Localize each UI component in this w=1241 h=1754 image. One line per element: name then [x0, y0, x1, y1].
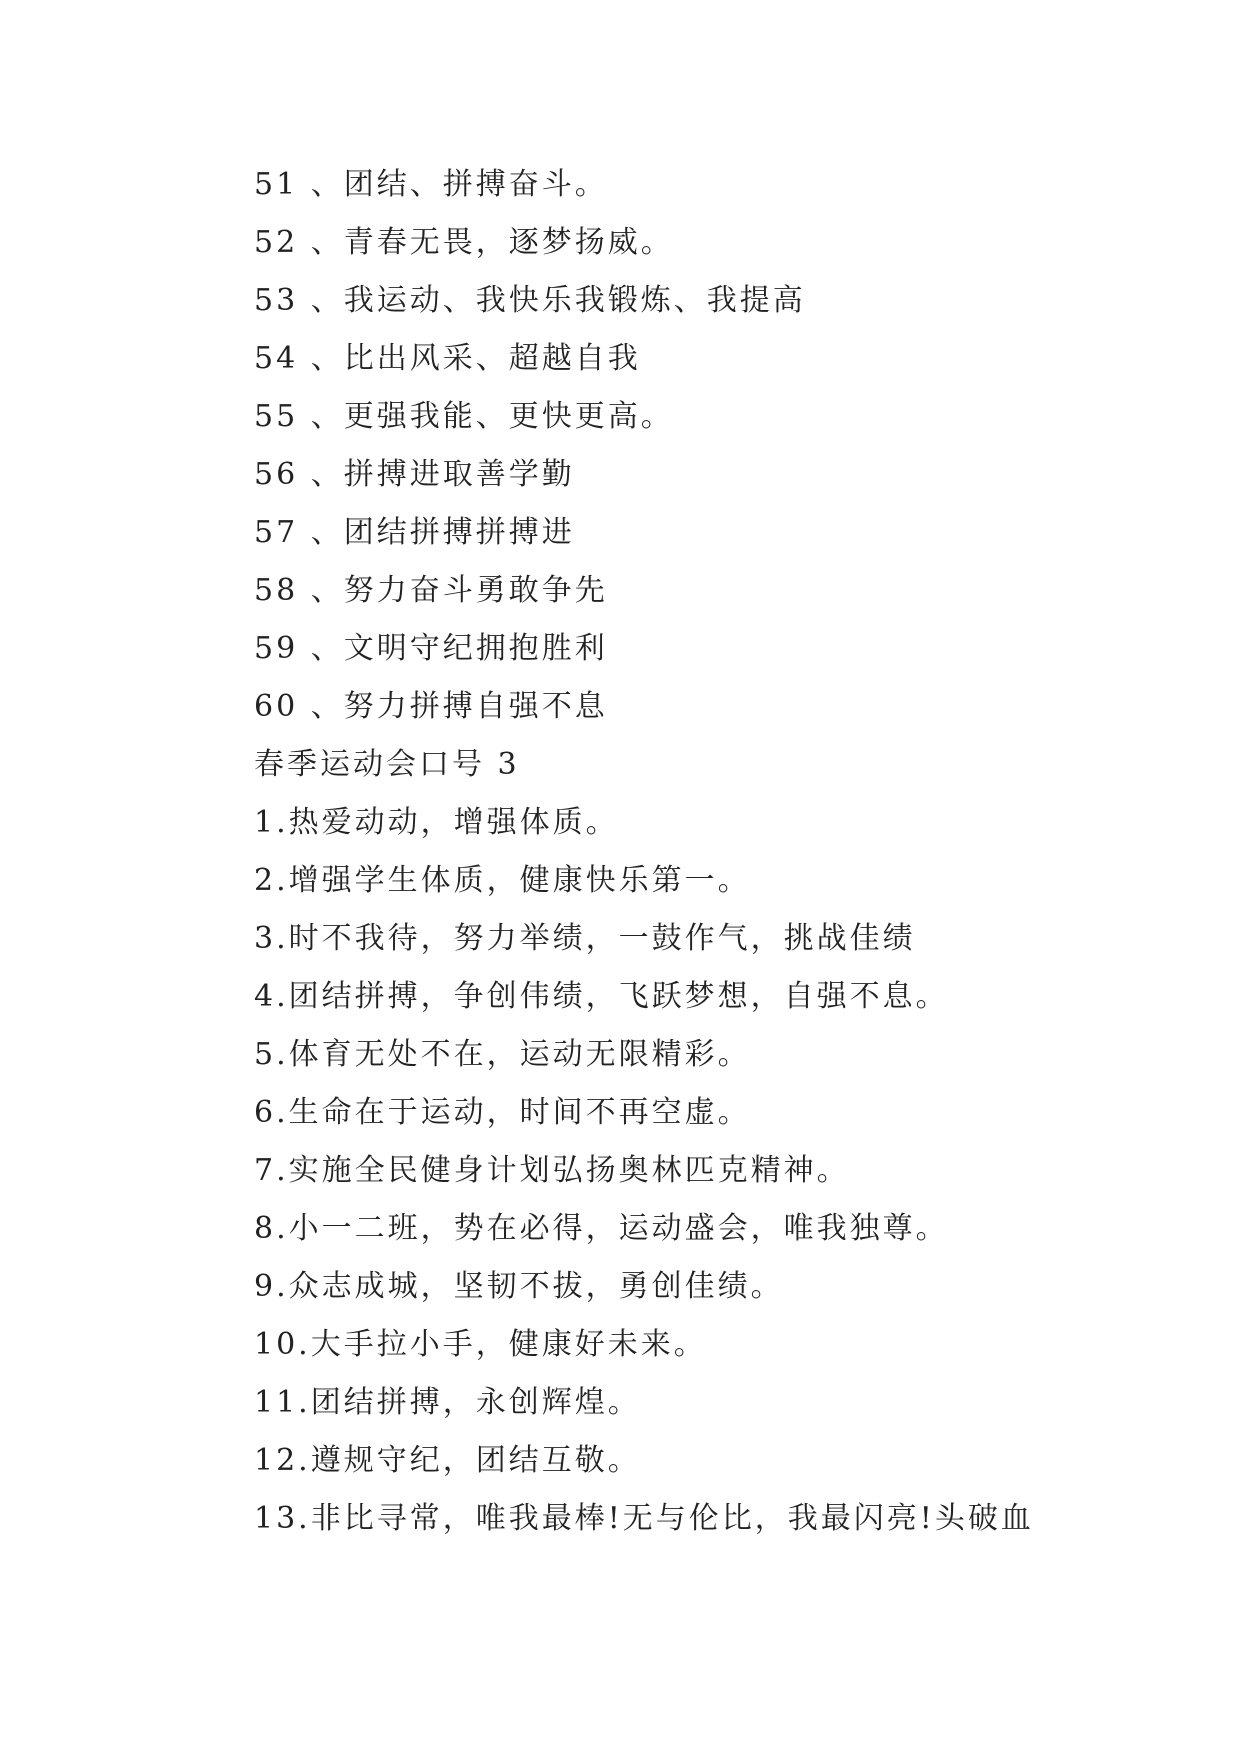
text-line: 52 、青春无畏，逐梦扬威。: [254, 225, 674, 260]
text-line: 9.众志成城，坚韧不拔，勇创佳绩。: [254, 1269, 784, 1304]
text-line: 54 、比出风采、超越自我: [254, 341, 641, 376]
text-line: 58 、努力奋斗勇敢争先: [254, 573, 608, 608]
text-line: 5.体育无处不在，运动无限精彩。: [254, 1037, 751, 1072]
text-line: 1.热爱动动，增强体质。: [254, 805, 619, 840]
text-line: 55 、更强我能、更快更高。: [254, 399, 674, 434]
text-line: 51 、团结、拼搏奋斗。: [254, 167, 608, 202]
text-line: 12.遵规守纪，团结互敬。: [254, 1443, 641, 1478]
text-line: 3.时不我待，努力举绩，一鼓作气，挑战佳绩: [254, 921, 916, 956]
text-line: 7.实施全民健身计划弘扬奥林匹克精神。: [254, 1153, 850, 1188]
text-line: 10.大手拉小手，健康好未来。: [254, 1327, 707, 1362]
text-line: 4.团结拼搏，争创伟绩，飞跃梦想，自强不息。: [254, 979, 949, 1014]
text-line: 59 、文明守纪拥抱胜利: [254, 631, 608, 666]
text-line: 13.非比寻常，唯我最棒!无与伦比，我最闪亮!头破血: [254, 1501, 1034, 1536]
document-body: [254, 156, 1154, 1548]
text-line: 6.生命在于运动，时间不再空虚。: [254, 1095, 751, 1130]
text-line: 2.增强学生体质，健康快乐第一。: [254, 863, 751, 898]
section-heading: 春季运动会口号 3: [254, 747, 520, 782]
text-line: 53 、我运动、我快乐我锻炼、我提高: [254, 283, 806, 318]
text-line: 56 、拼搏进取善学勤: [254, 457, 575, 492]
text-line: 60 、努力拼搏自强不息: [254, 689, 608, 724]
text-line: 57 、团结拼搏拼搏进: [254, 515, 575, 550]
text-line: 8.小一二班，势在必得，运动盛会，唯我独尊。: [254, 1211, 949, 1246]
text-line: 11.团结拼搏，永创辉煌。: [254, 1385, 641, 1420]
